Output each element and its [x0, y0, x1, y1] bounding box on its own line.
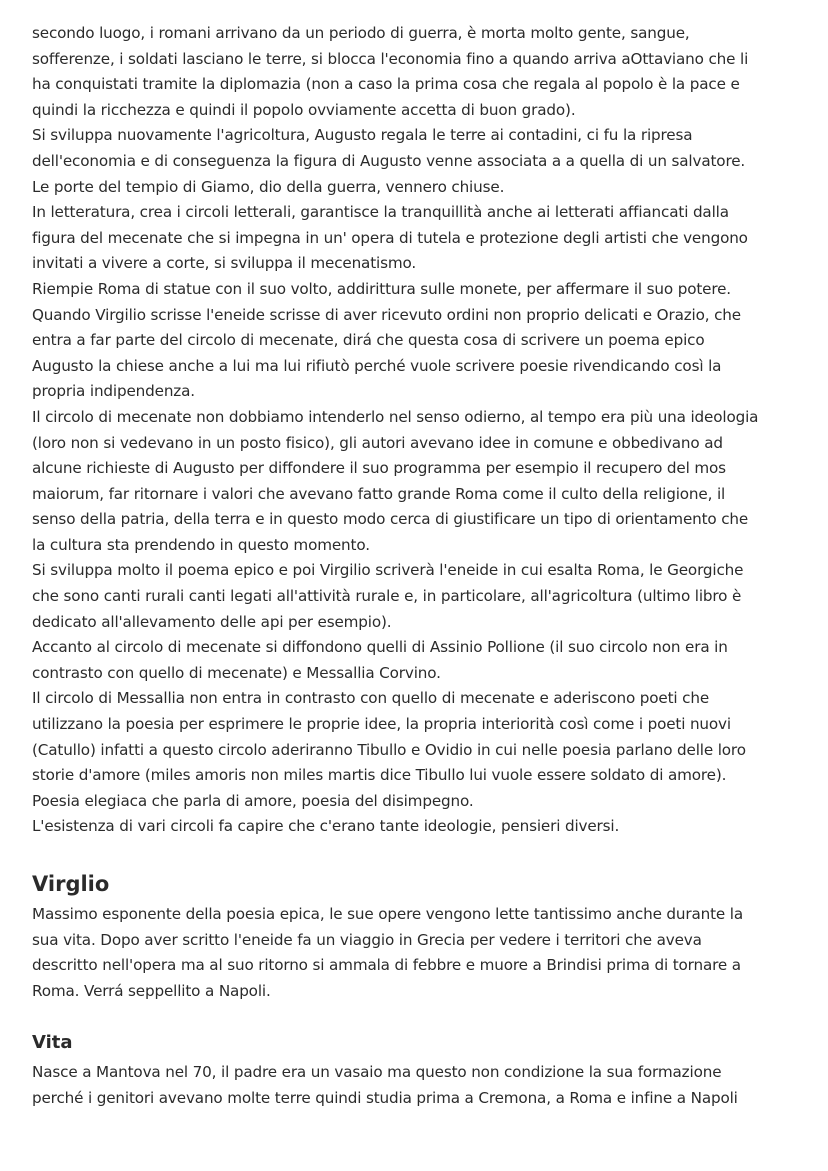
text-line: (loro non si vedevano in un posto fisico), gli autori avevano idee in comune e obbedivano ad [32, 433, 723, 452]
text-line: ha conquistati tramite la diplomazia (non a caso la prima cosa che regala al popolo è la pace e [32, 75, 740, 94]
text-line: Augusto la chiese anche a lui ma lui rifiutò perché vuole scrivere poesie rivendicando così la [32, 356, 722, 375]
text-line: Riempie Roma di statue con il suo volto, addirittura sulle monete, per affermare il suo potere. [32, 279, 731, 298]
text-line: Le porte del tempio di Giamo, dio della guerra, vennero chiuse. [32, 177, 505, 196]
text-line: (Catullo) infatti a questo circolo aderiranno Tibullo e Ovidio in cui nelle poesia parlano delle loro [32, 740, 746, 759]
document-page [32, 21, 802, 1112]
text-line: propria indipendenza. [32, 382, 195, 401]
paragraph-block-augusto [32, 21, 802, 840]
text-line: utilizzano la poesia per esprimere le proprie idee, la propria interiorità così come i poeti nuovi [32, 715, 731, 734]
paragraph-block-vita [32, 1060, 802, 1111]
text-line: maiorum, far ritornare i valori che avevano fatto grande Roma come il culto della religione, il [32, 484, 726, 503]
text-line: invitati a vivere a corte, si sviluppa il mecenatismo. [32, 254, 417, 273]
text-line: Quando Virgilio scrisse l'eneide scrisse di aver ricevuto ordini non proprio delicati e Orazio, che [32, 305, 741, 324]
paragraph-block-virgilio [32, 902, 802, 1004]
text-line: perché i genitori avevano molte terre quindi studia prima a Cremona, a Roma e infine a Napoli [32, 1088, 738, 1107]
text-line: figura del mecenate che si impegna in un' opera di tutela e protezione degli artisti che vengono [32, 228, 748, 247]
text-line: Si sviluppa molto il poema epico e poi Virgilio scriverà l'eneide in cui esalta Roma, le Georgiche [32, 561, 744, 580]
text-line: descritto nell'opera ma al suo ritorno si ammala di febbre e muore a Brindisi prima di tornare a [32, 956, 741, 975]
text-line: la cultura sta prendendo in questo momento. [32, 535, 370, 554]
text-line: secondo luogo, i romani arrivano da un periodo di guerra, è morta molto gente, sangue, [32, 24, 690, 42]
text-line: alcune richieste di Augusto per diffondere il suo programma per esempio il recupero del mos [32, 459, 726, 478]
text-line: quindi la ricchezza e quindi il popolo ovviamente accetta di buon grado). [32, 100, 576, 119]
text-line: contrasto con quello di mecenate) e Messallia Corvino. [32, 663, 441, 682]
text-line: Poesia elegiaca che parla di amore, poesia del disimpegno. [32, 791, 474, 810]
text-line: Il circolo di Messallia non entra in contrasto con quello di mecenate e aderiscono poeti che [32, 689, 710, 708]
text-line: entra a far parte del circolo di mecenate, dirá che questa cosa di scrivere un poema epico [32, 331, 705, 350]
text-line: L'esistenza di vari circoli fa capire che c'erano tante ideologie, pensieri diversi. [32, 817, 620, 836]
text-line: Nasce a Mantova nel 70, il padre era un vasaio ma questo non condizione la sua formazione [32, 1063, 722, 1082]
text-line: dedicato all'allevamento delle api per esempio). [32, 612, 392, 631]
text-line: sua vita. Dopo aver scritto l'eneide fa un viaggio in Grecia per vedere i territori che aveva [32, 930, 702, 949]
text-line: Accanto al circolo di mecenate si diffondono quelli di Assinio Pollione (il suo circolo non era in [32, 638, 728, 657]
text-line: Massimo esponente della poesia epica, le sue opere vengono lette tantissimo anche durante la [32, 905, 744, 923]
text-line: dell'economia e di conseguenza la figura di Augusto venne associata a a quella di un salvatore. [32, 151, 746, 170]
subsection-heading-vita: Vita [32, 1032, 73, 1054]
text-line: sofferenze, i soldati lasciano le terre, si blocca l'economia fino a quando arriva aOttaviano che li [32, 49, 749, 68]
text-line: senso della patria, della terra e in questo modo cerca di giustificare un tipo di orientamento che [32, 510, 749, 529]
text-line: Roma. Verrá seppellito a Napoli. [32, 981, 271, 1000]
text-line: storie d'amore (miles amoris non miles martis dice Tibullo lui vuole essere soldato di amore). [32, 766, 727, 785]
text-line: In letteratura, crea i circoli letterali, garantisce la tranquillità anche ai letterati affiancati dalla [32, 203, 729, 222]
text-line: Il circolo di mecenate non dobbiamo intenderlo nel senso odierno, al tempo era più una ideologia [32, 407, 759, 426]
section-heading-virgilio: Virglio [32, 872, 110, 896]
text-line: che sono canti rurali canti legati all'attività rurale e, in particolare, all'agricoltura (ultimo libro è [32, 587, 742, 606]
text-line: Si sviluppa nuovamente l'agricoltura, Augusto regala le terre ai contadini, ci fu la ripresa [32, 126, 693, 145]
